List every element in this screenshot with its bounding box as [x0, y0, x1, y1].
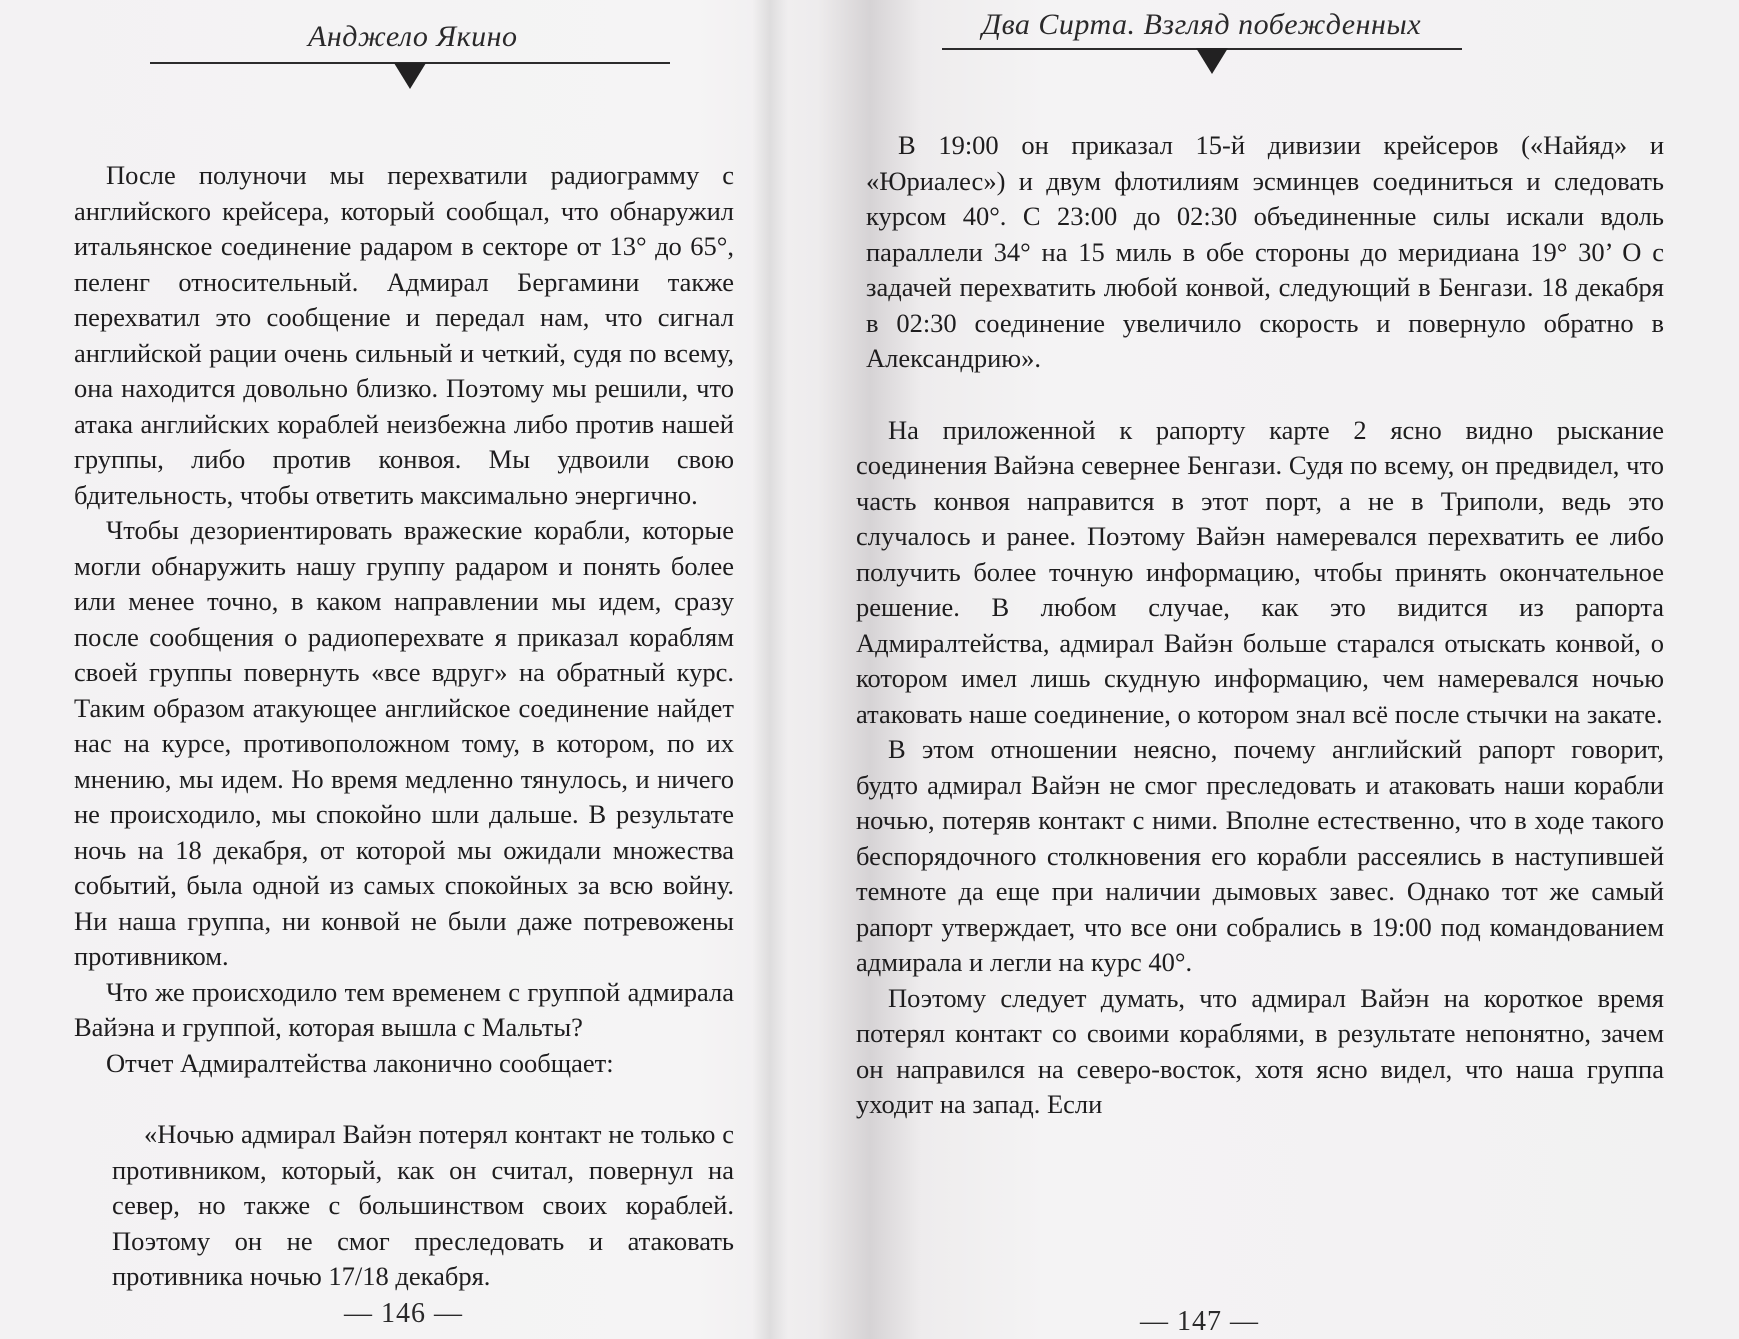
right-quote-continued: В 19:00 он приказал 15-й дивизии крейсеров («Найяд» и «Юриалес») и двум флотилиям эсминцев соединиться и следовать курсом 40°. С 23:00 до 02:30 объединенные силы искали вдоль параллели 34° на 15 миль в обе стороны до меридиана 19° 30’ О с задачей перехватить любой конвой, следующий в Бенгази. 18 декабря в 02:30 соединение увеличило скорость и повернуло обратно в Александрию». [866, 130, 1664, 373]
right-head-marker-icon [1196, 48, 1228, 74]
right-running-head: Два Сирта. Взгляд побежденных [982, 8, 1422, 41]
left-running-head: Анджело Якино [308, 20, 518, 53]
left-page [0, 0, 770, 1339]
left-paragraph-3: Что же происходило тем временем с группой адмирала Вайэна и группой, которая вышла с Мальты? [74, 976, 734, 1042]
left-paragraph-2: Чтобы дезориентировать вражеские корабли, которые могли обнаружить нашу группу радаром и понять более или менее точно, в каком направлении мы идем, сразу после сообщения о радиоперехвате я приказал кораблям своей группы повернуть «все вдруг» на обратный курс. Таким образом атакующее английское соединение найдет нас на курсе, противоположном тому, в котором, по их мнению, мы идем. Но время медленно тянулось, и ничего не происходило, мы спокойно шли дальше. В результате ночь на 18 декабря, от которой мы ожидали множества событий, была одной из самых спокойных за всю войну. Ни наша группа, ни конвой не были даже потревожены противником. [74, 515, 734, 971]
left-paragraph-4: Отчет Адмиралтейства лаконично сообщает: [106, 1047, 614, 1078]
right-paragraph-2: В этом отношении неясно, почему английский рапорт говорит, будто адмирал Вайэн не смог преследовать и атаковать наши корабли ночью, потеряв контакт с ними. Вполне естественно, что в ходе такого беспорядочного столкновения его корабли рассеялись в наступившей темноте да еще при наличии дымовых завес. Однако тот же самый рапорт утверждает, что все они собрались в 19:00 под командованием адмирала и легли на курс 40°. [856, 734, 1664, 977]
left-page-number: — 146 — [344, 1298, 463, 1329]
right-page-number: — 147 — [1140, 1306, 1259, 1337]
right-text-block [856, 128, 1664, 1123]
left-text-block [74, 158, 734, 1295]
right-paragraph-1: На приложенной к рапорту карте 2 ясно видно рыскание соединения Вайэна севернее Бенгази. Судя по всему, он предвидел, что часть конвоя направится в этот порт, а не в Триполи, ведь это случалось и ранее. Поэтому Вайэн намеревался перехватить ее либо получить более точную информацию, чтобы принять окончательное решение. В любом случае, как это видится из рапорта Адмиралтейства, адмирал Вайэн больше старался отыскать конвой, о котором имел лишь скудную информацию, чем намеревался ночью атаковать наше соединение, о котором знал всё после стычки на закате. [856, 414, 1664, 729]
right-page [770, 0, 1739, 1339]
left-admiralty-quote: «Ночью адмирал Вайэн потерял контакт не только с противником, который, как он считал, повернул на север, но также с большинством своих кораблей. Поэтому он не смог преследовать и атаковать противника ночью 17/18 декабря. [112, 1119, 734, 1291]
right-paragraph-3: Поэтому следует думать, что адмирал Вайэн на короткое время потерял контакт со своими кораблями, в результате непонятно, зачем он направился на северо-восток, хотя ясно видел, что наша группа уходит на запад. Если [856, 982, 1664, 1119]
left-paragraph-1: После полуночи мы перехватили радиограмму с английского крейсера, который сообщал, что обнаружил итальянское соединение радаром в секторе от 13° до 65°, пеленг относительный. Адмирал Бергамини также перехватил это сообщение и передал нам, что сигнал английской рации очень сильный и четкий, судя по всему, она находится довольно близко. Поэтому мы решили, что атака английских кораблей неизбежна либо против нашей группы, либо против конвоя. Мы удвоили свою бдительность, чтобы ответить максимально энергично. [74, 160, 734, 510]
left-head-marker-icon [394, 63, 426, 89]
